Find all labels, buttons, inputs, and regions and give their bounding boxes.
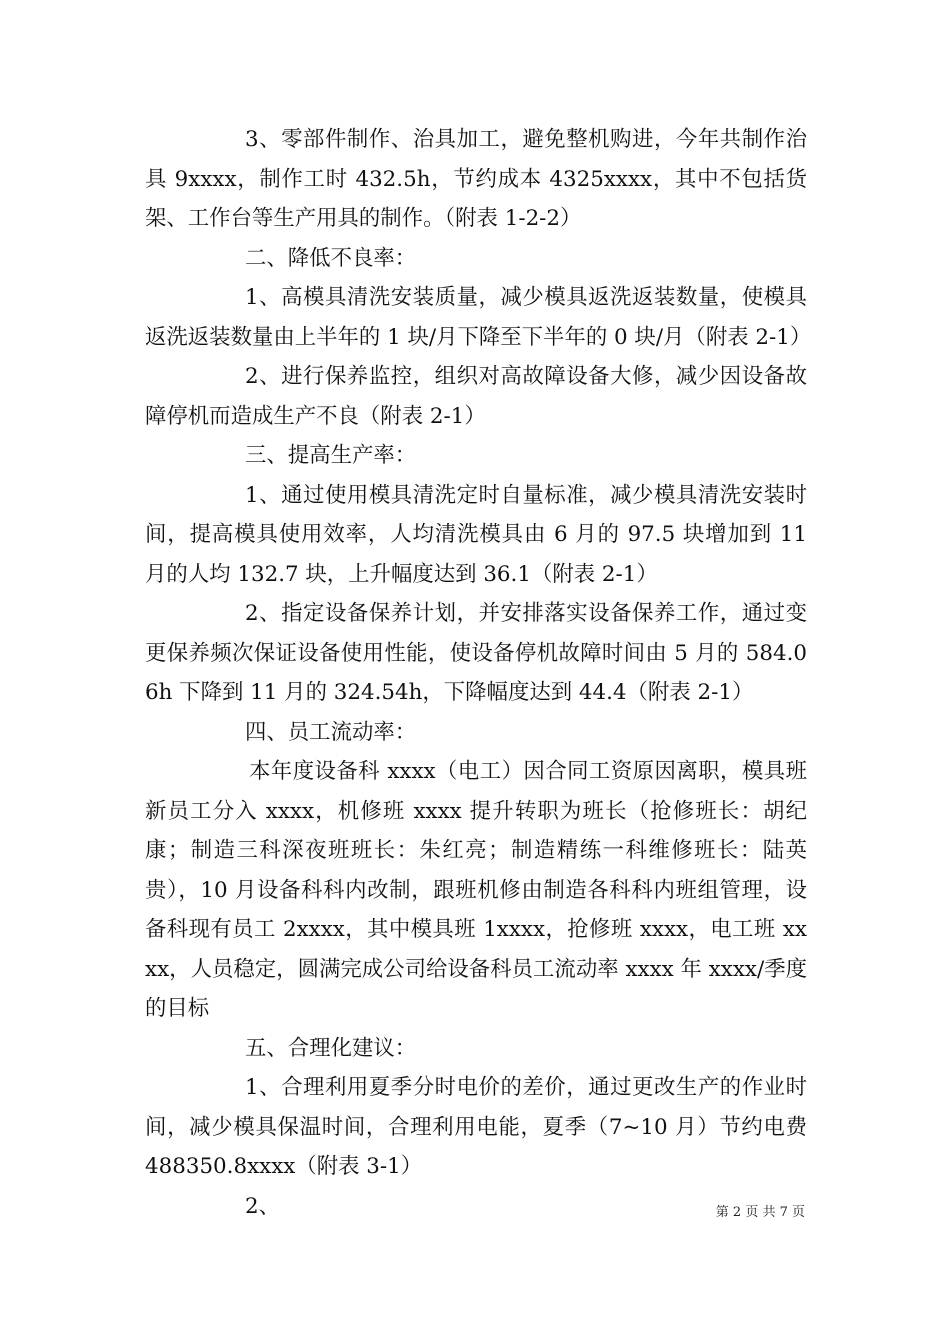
heading-reduce-defect-rate: 二、降低不良率： [245, 245, 417, 271]
paragraph-maintenance-plan: 2、指定设备保养计划，并安排落实设备保养工作，通过变更保养频次保证设备使用性能，使设备停机故障时间由 5 月的 584.06h 下降到 11 月的 324.54h，下降幅度达到 44.4（附表 2-1） [145, 601, 807, 705]
paragraph-maintenance-monitoring: 2、进行保养监控，组织对高故障设备大修，减少因设备故障停机而造成生产不良（附表 2-1） [145, 364, 807, 429]
paragraph-mold-cleaning-quality: 1、高模具清洗安装质量，减少模具返洗返装数量，使模具返洗返装数量由上半年的 1 块/月下降至下半年的 0 块/月（附表 2-1） [145, 285, 812, 350]
paragraph-parts-fabrication: 3、零部件制作、治具加工，避免整机购进，今年共制作治具 9xxxx，制作工时 432.5h，节约成本 4325xxxx，其中不包括货架、工作台等生产用具的制作。（附表 1-2-2） [145, 127, 807, 231]
paragraph-cleaning-standard: 1、通过使用模具清洗定时自量标准，减少模具清洗安装时间，提高模具使用效率，人均清洗模具由 6 月的 97.5 块增加到 11 月的人均 132.7 块，上升幅度达到 36.1（附表 2-1） [145, 482, 807, 587]
paragraph-item-two: 2、 [245, 1193, 281, 1219]
document-body [145, 120, 812, 1226]
paragraph-electricity-savings: 1、合理利用夏季分时电价的差价，通过更改生产的作业时间，减少模具保温时间，合理利用电能，夏季（7~10 月）节约电费 488350.8xxxx（附表 3-1） [145, 1075, 807, 1179]
paragraph-staff-changes: 本年度设备科 xxxx（电工）因合同工资原因离职，模具班新员工分入 xxxx，机修班 xxxx 提升转职为班长（抢修班长：胡纪康；制造三科深夜班班长：朱红亮；制造精练一科维修班长：陆英贵），10 月设备科科内改制，跟班机修由制造各科科内班组管理，设备科现有员工 2xxxx，其中模具班 1xxxx，抢修班 xxxx，电工班 xxxx，人员稳定，圆满完成公司给设备科员工流动率 xxxx 年 xxxx/季度的目标 [145, 759, 807, 1021]
page-number-footer: 第 2 页 共 7 页 [715, 1205, 805, 1220]
heading-improve-productivity: 三、提高生产率： [245, 443, 417, 468]
heading-rationalization-proposals: 五、合理化建议： [245, 1035, 417, 1061]
heading-staff-turnover: 四、员工流动率： [245, 719, 417, 745]
